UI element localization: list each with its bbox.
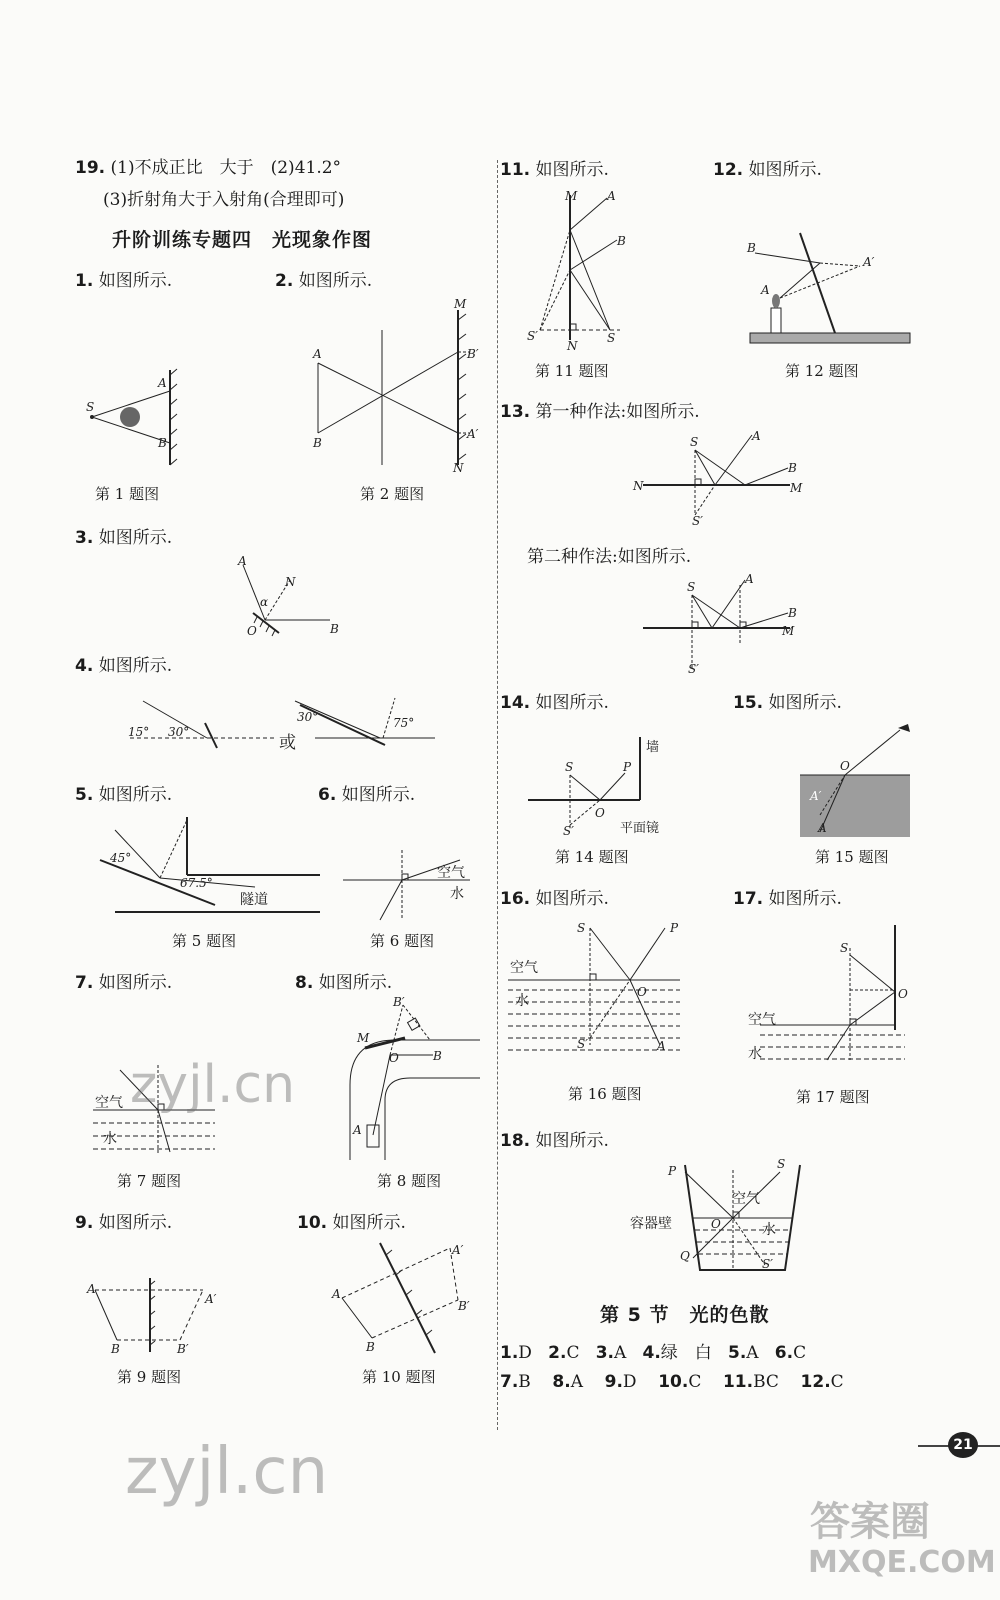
answer-row-1 — [500, 1338, 806, 1363]
q1-label: 1. 如图所示. — [75, 271, 173, 291]
svg-text:B′: B′ — [177, 1342, 189, 1356]
q2-label: 2. 如图所示. — [275, 271, 373, 291]
svg-text:M: M — [357, 1031, 370, 1045]
svg-text:P: P — [670, 921, 679, 935]
q1-caption: 第 1 题图 — [95, 485, 160, 503]
q16-caption: 第 16 题图 — [568, 1085, 642, 1103]
q13-label: 13. 第一种作法:如图所示. — [500, 402, 700, 422]
q10-caption: 第 10 题图 — [362, 1368, 436, 1386]
q10-label: 10. 如图所示. — [297, 1213, 406, 1233]
answer-5: 5.A — [728, 1343, 759, 1363]
svg-text:S: S — [777, 1157, 786, 1171]
svg-text:A: A — [87, 1282, 96, 1296]
svg-text:S′: S′ — [527, 329, 538, 343]
svg-text:B: B — [366, 1340, 375, 1354]
svg-text:B′: B′ — [467, 347, 479, 361]
svg-text:S′: S′ — [692, 514, 703, 528]
svg-text:S′: S′ — [762, 1257, 773, 1271]
q6-label: 6. 如图所示. — [318, 785, 416, 805]
svg-text:45°: 45° — [110, 851, 132, 865]
svg-text:S′: S′ — [577, 1037, 588, 1051]
svg-text:O: O — [247, 624, 257, 638]
figure-8 — [345, 995, 485, 1165]
section-title: 升阶训练专题四 光现象作图 — [112, 229, 373, 251]
q16-air: 空气 — [510, 960, 538, 976]
q11-caption: 第 11 题图 — [535, 362, 609, 380]
svg-text:M: M — [790, 481, 803, 495]
section5-title: 第 5 节 光的色散 — [600, 1304, 770, 1326]
svg-text:A′: A′ — [467, 427, 479, 441]
svg-text:M: M — [454, 297, 467, 311]
q3-label: 3. 如图所示. — [75, 528, 173, 548]
svg-text:B: B — [788, 461, 797, 475]
answer-10: 10.C — [658, 1372, 702, 1392]
figure-17 — [755, 920, 915, 1065]
q16-label: 16. 如图所示. — [500, 889, 609, 909]
svg-text:A: A — [238, 554, 247, 568]
svg-text:A: A — [745, 572, 754, 586]
figure-1 — [80, 365, 190, 470]
svg-text:A′: A′ — [205, 1292, 217, 1306]
svg-text:B: B — [617, 234, 626, 248]
watermark-corner-1: 答案圈 — [810, 1499, 930, 1545]
q18-container-wall: 容器壁 — [630, 1216, 672, 1232]
svg-text:A: A — [332, 1287, 341, 1301]
answer-2: 2.C — [548, 1343, 580, 1363]
svg-text:A: A — [752, 429, 761, 443]
q17-air: 空气 — [748, 1012, 776, 1028]
svg-text:S: S — [565, 760, 574, 774]
svg-text:P: P — [668, 1164, 677, 1178]
q6-air: 空气 — [437, 865, 465, 881]
q14-mirror: 平面镜 — [620, 821, 660, 836]
svg-text:S′: S′ — [688, 662, 699, 676]
q4-label: 4. 如图所示. — [75, 656, 173, 676]
q5-caption: 第 5 题图 — [172, 932, 237, 950]
svg-text:30°: 30° — [297, 710, 319, 724]
svg-text:O: O — [389, 1051, 399, 1065]
svg-text:A: A — [353, 1123, 362, 1137]
q18-label: 18. 如图所示. — [500, 1131, 609, 1151]
svg-text:B: B — [330, 622, 339, 636]
svg-text:B: B — [158, 436, 167, 450]
svg-text:M: M — [565, 189, 578, 203]
svg-text:N: N — [567, 339, 578, 353]
svg-text:15°: 15° — [128, 725, 150, 739]
figure-11 — [525, 190, 635, 355]
svg-text:B: B — [747, 241, 756, 255]
answer-6: 6.C — [774, 1343, 807, 1363]
answer-9: 9.D — [604, 1372, 637, 1392]
figure-18 — [665, 1157, 815, 1280]
figure-15 — [800, 720, 915, 840]
svg-text:A: A — [607, 189, 616, 203]
svg-text:O: O — [637, 985, 647, 999]
q18-air: 空气 — [732, 1191, 760, 1207]
answer-row-2 — [500, 1372, 844, 1392]
svg-text:B: B — [313, 436, 322, 450]
svg-text:S: S — [687, 580, 696, 594]
answer-12: 12.C — [800, 1372, 844, 1392]
figure-10 — [330, 1238, 480, 1358]
svg-text:A′: A′ — [863, 255, 875, 269]
q13-label2: 第二种作法:如图所示. — [527, 547, 692, 567]
q19-line1: 19. (1)不成正比 大于 (2)41.2° — [75, 158, 342, 178]
svg-text:A′: A′ — [810, 789, 822, 803]
svg-text:S: S — [607, 331, 616, 345]
q8-caption: 第 8 题图 — [377, 1172, 442, 1190]
svg-text:S′: S′ — [563, 824, 574, 838]
svg-text:A: A — [158, 376, 167, 390]
q14-wall: 墙 — [646, 740, 660, 755]
q14-label: 14. 如图所示. — [500, 693, 609, 713]
q2-caption: 第 2 题图 — [360, 485, 425, 503]
figure-12 — [745, 228, 915, 348]
svg-text:O: O — [711, 1217, 721, 1231]
watermark-mid: zyjl.cn — [130, 1055, 296, 1115]
q19-line2: (3)折射角大于入射角(合理即可) — [103, 190, 345, 210]
svg-text:S: S — [577, 921, 586, 935]
svg-text:N: N — [453, 461, 464, 475]
q7-label: 7. 如图所示. — [75, 973, 173, 993]
svg-text:N: N — [285, 575, 296, 589]
svg-text:B: B — [433, 1049, 442, 1063]
figure-5 — [95, 815, 325, 920]
svg-text:B′: B′ — [458, 1299, 470, 1313]
svg-text:S: S — [840, 941, 849, 955]
svg-text:A′: A′ — [452, 1243, 464, 1257]
q8-label: 8. 如图所示. — [295, 973, 393, 993]
svg-text:B′: B′ — [393, 995, 405, 1009]
q12-label: 12. 如图所示. — [713, 160, 822, 180]
q14-caption: 第 14 题图 — [555, 848, 629, 866]
page-number: 21 — [948, 1432, 978, 1458]
figure-16 — [505, 920, 685, 1060]
watermark-bottom: zyjl.cn — [125, 1435, 329, 1509]
q7-caption: 第 7 题图 — [117, 1172, 182, 1190]
q15-label: 15. 如图所示. — [733, 693, 842, 713]
svg-text:A: A — [313, 347, 322, 361]
svg-text:M: M — [782, 624, 795, 638]
svg-text:B: B — [111, 1342, 120, 1356]
watermark-corner-2: MXQE.COM — [808, 1545, 996, 1580]
answer-3: 3.A — [595, 1343, 627, 1363]
q17-caption: 第 17 题图 — [796, 1088, 870, 1106]
q4-or: 或 — [279, 733, 296, 753]
q18-water: 水 — [762, 1222, 776, 1238]
svg-text:O: O — [898, 987, 908, 1001]
answer-4: 4.绿 白 — [642, 1343, 712, 1363]
answer-1: 1.D — [500, 1343, 532, 1363]
answer-7: 7.B — [500, 1372, 531, 1392]
q11-label: 11. 如图所示. — [500, 160, 609, 180]
svg-text:67.5°: 67.5° — [180, 876, 213, 890]
q17-label: 17. 如图所示. — [733, 889, 842, 909]
svg-text:N: N — [633, 479, 644, 493]
q7-water: 水 — [103, 1131, 117, 1147]
svg-text:A: A — [818, 821, 827, 835]
svg-text:O: O — [840, 759, 850, 773]
svg-text:Q: Q — [680, 1249, 690, 1263]
q16-water: 水 — [515, 993, 529, 1009]
svg-text:O: O — [595, 806, 605, 820]
answer-8: 8.A — [552, 1372, 583, 1392]
q6-caption: 第 6 题图 — [370, 932, 435, 950]
svg-text:B: B — [788, 606, 797, 620]
answer-11: 11.BC — [722, 1372, 779, 1392]
figure-13b — [640, 572, 820, 676]
svg-text:30°: 30° — [168, 725, 190, 739]
q17-water: 水 — [748, 1046, 762, 1062]
svg-text:S: S — [690, 435, 699, 449]
svg-text:P: P — [623, 760, 632, 774]
figure-9 — [85, 1275, 225, 1355]
svg-text:75°: 75° — [393, 716, 415, 730]
q9-caption: 第 9 题图 — [117, 1368, 182, 1386]
q9-label: 9. 如图所示. — [75, 1213, 173, 1233]
figure-2 — [310, 297, 490, 475]
q7-air: 空气 — [95, 1095, 123, 1111]
figure-3 — [235, 555, 355, 645]
column-divider — [497, 160, 498, 1430]
svg-text:A: A — [761, 283, 770, 297]
svg-text:S: S — [86, 400, 95, 414]
q5-label: 5. 如图所示. — [75, 785, 173, 805]
q6-water: 水 — [450, 886, 464, 902]
q15-caption: 第 15 题图 — [815, 848, 889, 866]
q12-caption: 第 12 题图 — [785, 362, 859, 380]
svg-text:α: α — [260, 595, 269, 609]
q5-tunnel: 隧道 — [240, 892, 268, 908]
svg-text:A: A — [657, 1039, 666, 1053]
figure-13a — [633, 429, 820, 528]
